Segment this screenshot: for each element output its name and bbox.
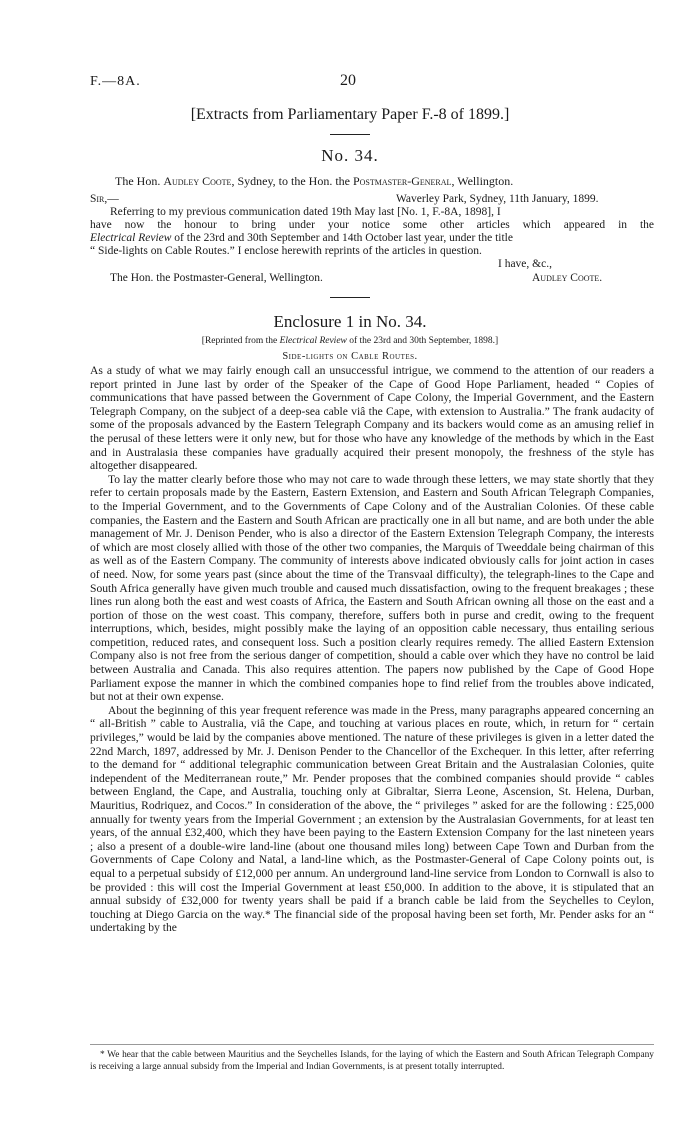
- letter-address-date: Waverley Park, Sydney, 11th January, 1899.: [396, 193, 599, 205]
- enclosure-title: Enclosure 1 in No. 34.: [273, 312, 427, 331]
- reprint-journal: Electrical Review: [279, 336, 347, 346]
- article-body: [90, 364, 654, 935]
- letter-addressee: The Hon. the Postmaster-General, Wellington.: [110, 272, 323, 284]
- article-heading: Side-lights on Cable Routes.: [282, 351, 418, 362]
- letter-line: [90, 232, 513, 246]
- letter-signature: Audley Coote.: [532, 272, 603, 284]
- letter-closing: I have, &c.,: [498, 258, 552, 270]
- divider-rule: [330, 297, 370, 298]
- letter-heading: [115, 175, 513, 189]
- article-paragraph: About the beginning of this year frequent reference was made in the Press, many paragraphs appeared concerning an “ all-British ” cable to Australia, viâ the Cape, and touching at various places en route, which, in return for “ certain privileges,” would be laid by the companies above mentioned. The nature of these privileges is given in a letter dated the 22nd March, 1897, addressed by Mr. J. Denison Pender to the Chancellor of the Exchequer. In this letter, after referring to the demand for “ additional telegraphic communication between Great Britain and the Australasian Colonies, quite independent of the Mediterranean route,” Mr. Pender proposes that the combined companies should provide “ cables between England, the Cape, and Australia, touching only at Gibraltar, Sierra Leone, Ascension, St. Helena, Durban, Mauritius, Rodriquez, and Cocos.” In consideration of the above, the “ privileges ” asked for are the following : £25,000 annually for twenty years from the Imperial Government ; an extension by the Australasian Governments, for at least ten years, of the annual £32,400, which they have been paying to the Eastern Extension Company for the last nineteen years ; also a present of a double-wire land-line (about one thousand miles long) between Cape Town and Durban from the Governments of Cape Colony and Natal, a land-line which, as the Postmaster-General of Cape Colony points out, is equal to a perpetual subsidy of £12,000 per annum. An underground land-line service from London to Cornwall is also to be provided : this will cost the Imperial Government at least £50,000. In addition to the above, it is stipulated that an annual subsidy of £32,000 for twenty years shall be paid if a branch cable be laid from the Seychelles to Ceylon, touching at Diego Garcia on the way.* The financial side of the proposal having been set forth, Mr. Pender asks for an “ undertaking by the: [90, 703, 654, 935]
- page-number: 20: [340, 72, 356, 89]
- letter-number: No. 34.: [321, 146, 379, 165]
- letter-line: Referring to my previous communication dated 19th May last [No. 1, F.-8A, 1898], I: [110, 206, 501, 218]
- article-paragraph: As a study of what we may fairly enough call an unsuccessful intrigue, we commend to the attention of our readers a report printed in June last by order of the Speaker of the Cape of Good Hope Parliament, headed “ Copies of communications that have passed between the Government of Cape Colony, the Imperial Government, and the Eastern Telegraph Company, on the subject of a deep-sea cable viâ the Cape, with extension to Australia.” The frank audacity of some of the proposals advanced by the Eastern Telegraph Company and its backers would come as an amusing relief in the perusal of these letters were it only new, but for those who have any knowledge of the methods by which in the East and in Australasia these companies have gradually acquired their present monopoly, the freshness of the style has altogether disappeared.: [90, 364, 654, 473]
- reprint-note: [0, 336, 700, 346]
- heading-pre: The Hon.: [115, 174, 164, 188]
- letter-line: “ Side-lights on Cable Routes.” I enclose herewith reprints of the articles in question.: [90, 245, 482, 257]
- reprint-pre: [Reprinted from the: [201, 336, 280, 346]
- footnote-text: * We hear that the cable between Mauritius and the Seychelles Islands, for the laying of which the Eastern and South African Telegraph Company is receiving a large annual subsidy from the Imperial and Indian Governments, is at present totally interrupted.: [90, 1050, 654, 1072]
- divider-rule: [330, 134, 370, 135]
- recipient-title: Postmaster-General: [352, 174, 452, 188]
- section-code: F.—8A.: [90, 74, 141, 89]
- heading-post: , Wellington.: [451, 174, 514, 188]
- salutation: Sir,—: [90, 193, 119, 205]
- journal-name: Electrical Review: [90, 232, 172, 244]
- sender-name: Audley Coote: [163, 174, 232, 188]
- article-paragraph: To lay the matter clearly before those who may not care to wade through these letters, we may state shortly that they refer to certain proposals made by the Eastern, Eastern Extension, and Eastern and South African Telegraph Companies, to the Imperial Government, and to the Governments of Cape Colony and of the Australian Colonies. Of these cable companies, the Eastern and the Eastern and South African are practically one in all but name, and are both under the able management of Mr. J. Denison Pender, who is also a director of the Eastern Extension Telegraph Company, the interests of which are most closely allied with those of the other two companies, the Marquis of Tweeddale being chairman of this as well as of the Eastern Company. The community of interests above indicated obviously calls for joint action in cases of need. Now, for some years past (since about the time of the Transvaal difficulty), the telegraph-lines to the Cape and South Africa generally have given much trouble and caused much dissatisfaction, owing to the frequent breakages ; these lines run along both the east and west coasts of Africa, the Eastern and South African owning all those on the east and a portion of those on the west coast. This company, therefore, suffers both in purse and credit, owing to the frequent interruptions, which, besides, might possibly make the laying of an opposition cable necessary, thus entailing serious competition, reduced rates, and consequent loss. Such a position clearly requires remedy. The allied Eastern Extension Company also is not free from the serious danger of competition, should a cable over which they have no control be laid between Australia and Canada. This also requires attention. The papers now published by the Cape of Good Hope Parliament expose the manner in which the combined companies hope to find relief from the troubles above indicated, but not at their own expense.: [90, 472, 654, 704]
- reprint-post: of the 23rd and 30th September, 1898.]: [346, 336, 499, 346]
- footnote-rule: [90, 1044, 654, 1045]
- heading-mid: , Sydney, to the Hon. the: [231, 174, 353, 188]
- letter-line: have now the honour to bring under your notice some other articles which appeared in the: [90, 219, 654, 231]
- extract-title: [Extracts from Parliamentary Paper F.-8 of 1899.]: [190, 106, 510, 123]
- letter-line-rest: of the 23rd and 30th September and 14th October last year, under the title: [171, 232, 513, 244]
- footnote: [90, 1050, 654, 1073]
